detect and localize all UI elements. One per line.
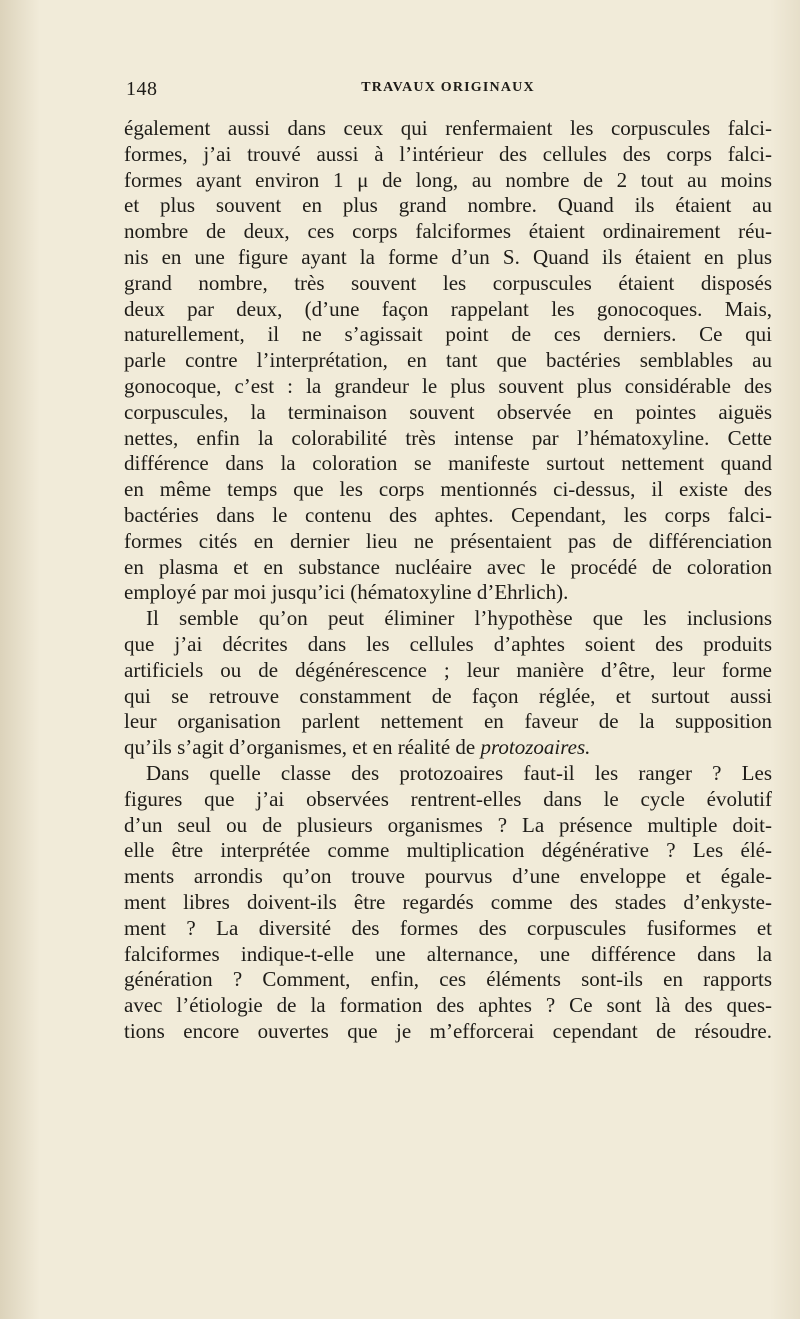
text-line: d’un seul ou de plusieurs organismes ? La présence multiple doit- [124, 812, 772, 837]
text-line: formes ayant environ 1 μ de long, au nombre de 2 tout au moins [124, 167, 772, 192]
body-text [124, 116, 772, 1045]
text-line: ment ? La diversité des formes des corpuscules fusiformes et [124, 915, 772, 940]
text-line: leur organisation parlent nettement en faveur de la supposition [124, 709, 772, 734]
text-line: figures que j’ai observées rentrent-elles dans le cycle évolutif [124, 786, 772, 811]
text-line: également aussi dans ceux qui renfermaient les corpuscules falci- [124, 116, 772, 140]
text-line: et plus souvent en plus grand nombre. Quand ils étaient au [124, 193, 772, 218]
text-line: bactéries dans le contenu des aphtes. Cependant, les corps falci- [124, 502, 772, 527]
text-line: naturellement, il ne s’agissait point de ces derniers. Ce qui [124, 322, 772, 347]
text-line: Dans quelle classe des protozoaires faut-il les ranger ? Les [146, 760, 772, 785]
text-line: qui se retrouve constamment de façon réglée, et surtout aussi [124, 683, 772, 708]
text-line: artificiels ou de dégénérescence ; leur manière d’être, leur forme [124, 657, 772, 682]
text-line: tions encore ouvertes que je m’efforcerai cependant de résoudre. [124, 1018, 772, 1043]
text-line: Il semble qu’on peut éliminer l’hypothèse que les inclusions [146, 606, 772, 631]
text-line: deux par deux, (d’une façon rappelant les gonocoques. Mais, [124, 296, 772, 321]
text-line-with-italic [124, 735, 772, 761]
text-line: nis en une figure ayant la forme d’un S. Quand ils étaient en plus [124, 244, 772, 269]
text-line: parle contre l’interprétation, en tant que bactéries semblables au [124, 348, 772, 373]
text-line: que j’ai décrites dans les cellules d’aphtes soient des produits [124, 631, 772, 656]
page-header [126, 78, 770, 102]
text-line: grand nombre, très souvent les corpuscules étaient disposés [124, 270, 772, 295]
text-line: ments arrondis qu’on trouve pourvus d’une enveloppe et égale- [124, 864, 772, 889]
page-number: 148 [126, 78, 158, 100]
text-line: formes, j’ai trouvé aussi à l’intérieur des cellules des corps falci- [124, 141, 772, 166]
text-line: falciformes indique-t-elle une alternance, une différence dans la [124, 941, 772, 966]
running-head: TRAVAUX ORIGINAUX [361, 80, 535, 95]
text-line: en plasma et en substance nucléaire avec le procédé de coloration [124, 554, 772, 579]
text-line: nombre de deux, ces corps falciformes étaient ordinairement réu- [124, 219, 772, 244]
text-line: ment libres doivent-ils être regardés comme des stades d’enkyste- [124, 889, 772, 914]
text-line: gonocoque, c’est : la grandeur le plus souvent plus considérable des [124, 373, 772, 398]
italic-term: protozoaires. [480, 735, 591, 760]
text-line: différence dans la coloration se manifeste surtout nettement quand [124, 451, 772, 476]
text-line: en même temps que les corps mentionnés ci-dessus, il existe des [124, 477, 772, 502]
text-line: corpuscules, la terminaison souvent observée en pointes aiguës [124, 399, 772, 424]
text-line: génération ? Comment, enfin, ces éléments sont-ils en rapports [124, 967, 772, 992]
text-line: elle être interprétée comme multiplication dégénérative ? Les élé- [124, 838, 772, 863]
text-line: avec l’étiologie de la formation des aphtes ? Ce sont là des ques- [124, 993, 772, 1018]
text-segment: qu’ils s’agit d’organismes, et en réalité de [124, 735, 476, 760]
text-line: employé par moi jusqu’ici (hématoxyline d’Ehrlich). [124, 580, 569, 605]
text-line: formes cités en dernier lieu ne présentaient pas de différenciation [124, 528, 772, 553]
text-line: nettes, enfin la colorabilité très intense par l’hématoxyline. Cette [124, 425, 772, 450]
